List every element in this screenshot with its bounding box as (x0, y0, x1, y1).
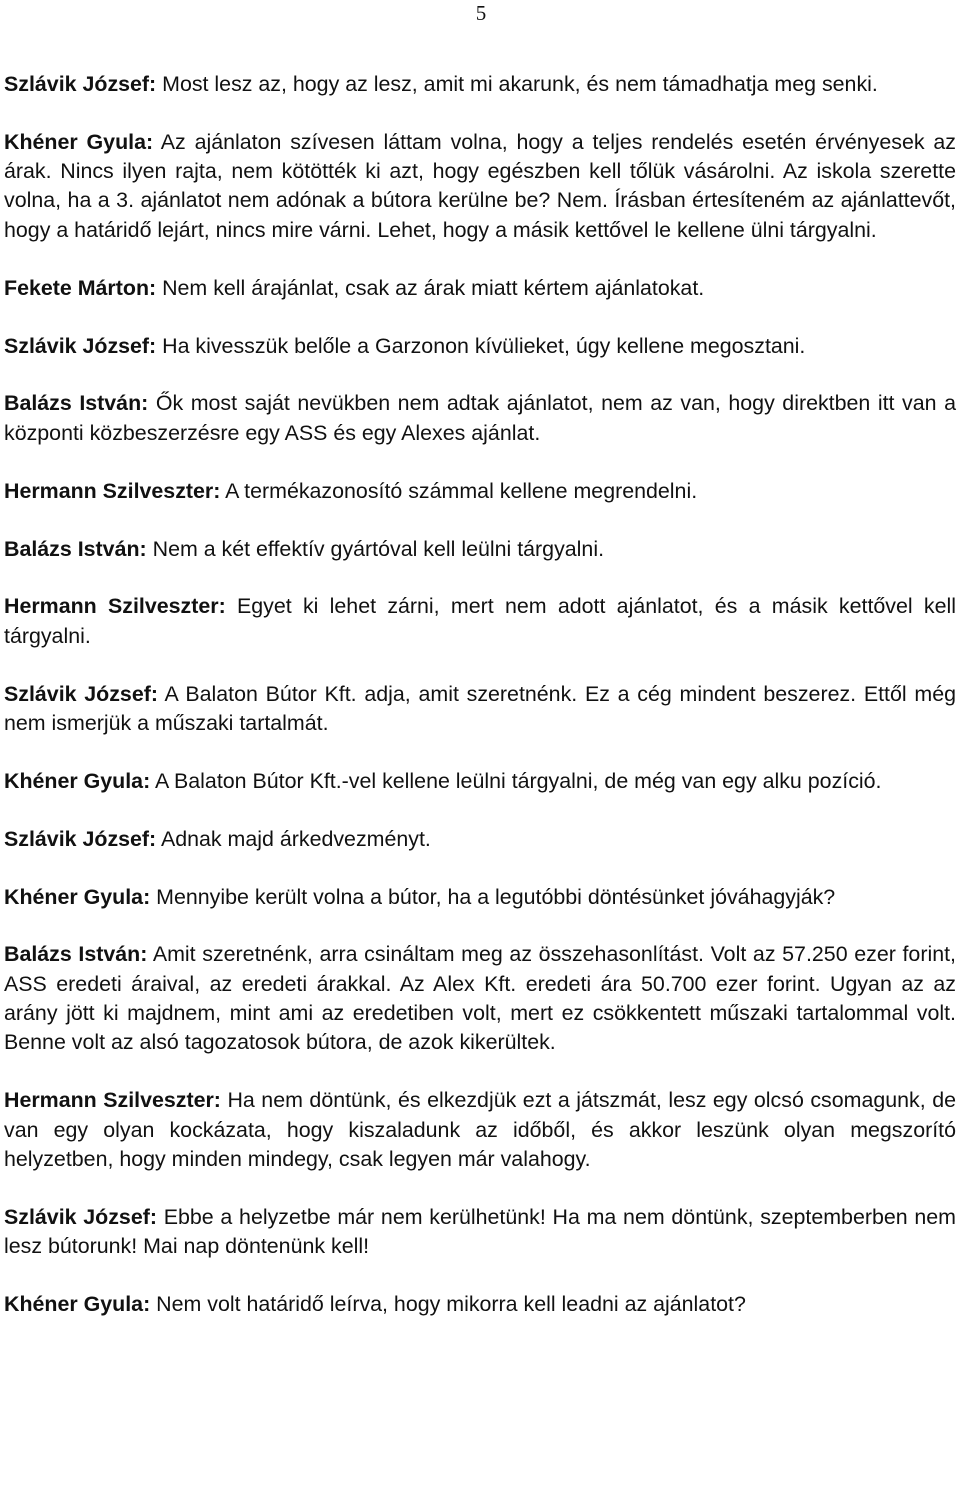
transcript-paragraph (4, 767, 956, 796)
paragraph-text: Ők most saját nevükben nem adtak ajánlatot, nem az van, hogy direktben itt van a központi közbeszerzésre egy ASS és egy Alexes ajánlat. (4, 391, 956, 445)
page-number: 5 (475, 1, 487, 25)
speaker-name: Khéner Gyula: (4, 1291, 151, 1316)
transcript-body (4, 70, 956, 1348)
transcript-paragraph (4, 128, 956, 245)
speaker-name: Balázs István: (4, 391, 149, 416)
speaker-name: Khéner Gyula: (4, 768, 151, 793)
speaker-name: Khéner Gyula: (4, 884, 151, 909)
paragraph-text: Nem volt határidő leírva, hogy mikorra kell leadni az ajánlatot? (150, 1291, 746, 1316)
paragraph-text: Nem kell árajánlat, csak az árak miatt kértem ajánlatokat. (156, 275, 705, 300)
transcript-paragraph (4, 535, 956, 564)
paragraph-text: A Balaton Bútor Kft. adja, amit szeretnénk. Ez a cég mindent beszerez. Ettől még nem ismerjük a műszaki tartalmát. (4, 681, 956, 735)
speaker-name: Szlávik József: (4, 681, 158, 706)
transcript-paragraph (4, 70, 956, 99)
transcript-paragraph (4, 477, 956, 506)
speaker-name: Hermann Szilveszter: (4, 1088, 221, 1113)
transcript-paragraph (4, 883, 956, 912)
transcript-paragraph (4, 1203, 956, 1262)
speaker-name: Khéner Gyula: (4, 129, 154, 154)
transcript-paragraph (4, 1086, 956, 1174)
paragraph-text: Ebbe a helyzetbe már nem kerülhetünk! Ha ma nem döntünk, szeptemberben nem lesz bútorunk! Mai nap döntenünk kell! (4, 1204, 957, 1259)
speaker-name: Balázs István: (4, 942, 148, 967)
paragraph-text: Az ajánlaton szívesen láttam volna, hogy a teljes rendelés esetén érvényesek az árak. Nincs ilyen rajta, nem kötötték ki azt, hogy egészben kell tőlük vásárolni. Az iskola szerette volna, ha a 3. ajánlatot nem adónak a bútora kerülne be? Nem. Írásban értesíteném az ajánlattevőt, hogy a határidő lejárt, nincs mire várni. Lehet, hogy a másik kettővel le kellene ülni tárgyalni. (4, 129, 956, 242)
paragraph-text: A termékazonosító számmal kellene megrendelni. (220, 478, 698, 503)
transcript-paragraph (4, 940, 956, 1057)
paragraph-text: Adnak majd árkedvezményt. (156, 826, 431, 851)
speaker-name: Balázs István: (4, 536, 147, 561)
paragraph-text: Mennyibe került volna a bútor, ha a legutóbbi döntésünket jóváhagyják? (150, 884, 836, 909)
transcript-paragraph (4, 592, 956, 651)
paragraph-text: Amit szeretnénk, arra csináltam meg az összehasonlítást. Volt az 57.250 ezer forint, ASS eredeti áraival, az eredeti árakkal. Az Alex Kft. eredeti ára 50.700 ezer forint. Ugyan az az arány jött ki majdnem, mint ami az eredetiben volt, mert ez csökkentett műszaki tartalommal volt. Benne volt az alsó tagozatosok bútora, de azok kikerültek. (4, 942, 956, 1055)
transcript-paragraph (4, 825, 956, 854)
speaker-name: Hermann Szilveszter: (4, 478, 221, 503)
speaker-name: Szlávik József: (4, 333, 157, 358)
paragraph-text: A Balaton Bútor Kft.-vel kellene leülni tárgyalni, de még van egy alku pozíció. (150, 768, 882, 793)
speaker-name: Fekete Márton: (4, 275, 157, 300)
transcript-paragraph (4, 332, 956, 361)
speaker-name: Hermann Szilveszter: (4, 594, 226, 619)
paragraph-text: Egyet ki lehet zárni, mert nem adott ajánlatot, és a másik kettővel kell tárgyalni. (4, 594, 956, 648)
speaker-name: Szlávik József: (4, 72, 157, 96)
transcript-paragraph (4, 389, 956, 448)
paragraph-text: Nem a két effektív gyártóval kell leülni tárgyalni. (146, 536, 605, 561)
paragraph-text: Ha nem döntünk, és elkezdjük ezt a játszmát, lesz egy olcsó csomagunk, de van egy olyan kockázata, hogy kiszaladunk az időből, és akkor leszünk olyan megszorító helyzetben, hogy minden mindegy, csak legyen már valahogy. (4, 1088, 956, 1171)
transcript-paragraph (4, 1290, 956, 1319)
speaker-name: Szlávik József: (4, 1204, 157, 1229)
paragraph-text: Most lesz az, hogy az lesz, amit mi akarunk, és nem támadhatja meg senki. (156, 72, 878, 96)
paragraph-text: Ha kivesszük belőle a Garzonon kívülieket, úgy kellene megosztani. (156, 333, 806, 358)
transcript-paragraph (4, 274, 956, 303)
transcript-paragraph (4, 680, 956, 739)
speaker-name: Szlávik József: (4, 826, 157, 851)
